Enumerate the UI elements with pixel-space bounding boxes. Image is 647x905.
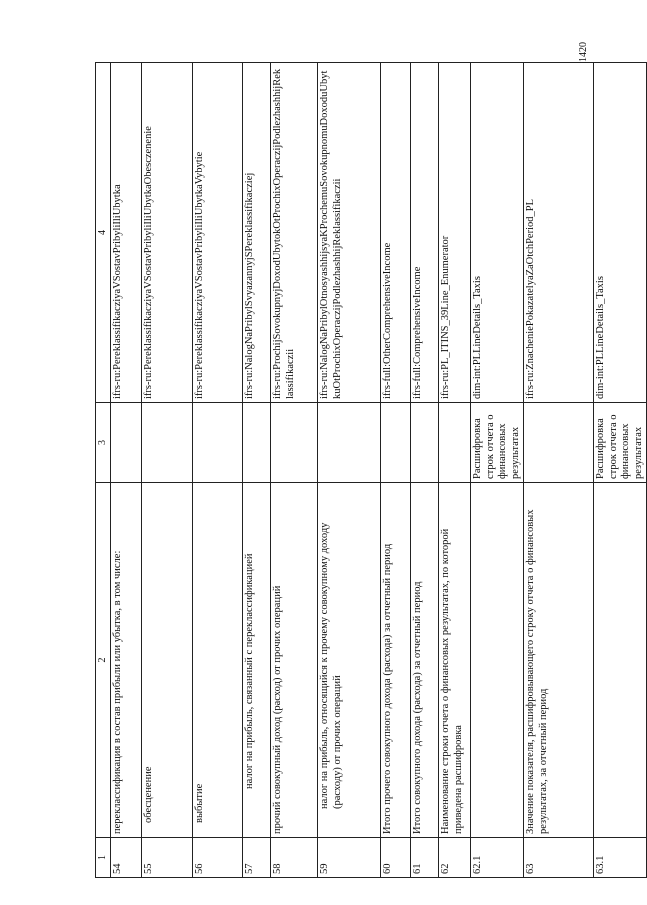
row-description xyxy=(594,483,647,838)
header-col-3: 3 xyxy=(96,403,111,483)
row-description: налог на прибыль, связанный с переклассификацией xyxy=(243,483,271,838)
row-subject: Расшифровка строк отчета о финансовых результатах xyxy=(594,403,647,483)
row-number: 63.1 xyxy=(594,838,647,878)
table-row xyxy=(142,63,193,878)
header-col-1: 1 xyxy=(96,838,111,878)
row-code: ifrs-ru:ProchijSovokupnyjDoxodUbytokOtProchixOperaczijPodlezhashhijReklassifikaczii xyxy=(271,63,318,403)
row-code: ifrs-ru:PL_ITINS_39Line_Enumerator xyxy=(439,63,471,403)
row-description: Итого совокупного дохода (расхода) за отчетный период xyxy=(411,483,439,838)
table-row xyxy=(271,63,318,878)
row-number: 55 xyxy=(142,838,193,878)
taxonomy-table xyxy=(95,62,647,878)
row-code: ifrs-ru:NalogNaPribylSvyazannyjSPereklassifikacziej xyxy=(243,63,271,403)
row-subject xyxy=(524,403,594,483)
row-subject xyxy=(439,403,471,483)
row-subject xyxy=(193,403,243,483)
row-description: налог на прибыль, относящийся к прочему совокупному доходу (расходу) от прочих операций xyxy=(318,483,381,838)
row-number: 59 xyxy=(318,838,381,878)
header-col-4: 4 xyxy=(96,63,111,403)
table-row xyxy=(243,63,271,878)
row-number: 57 xyxy=(243,838,271,878)
row-code: ifrs-ru:NalogNaPribylOtnosyashhijsyaKProchemuSovokupnomuDoxoduUbytkuOtProchixOperaczijPodlezhashhijReklassifikaczii xyxy=(318,63,381,403)
table-row xyxy=(594,63,647,878)
row-description: переклассификация в состав прибыли или убытка, в том числе: xyxy=(111,483,142,838)
row-number: 56 xyxy=(193,838,243,878)
row-subject: Расшифровка строк отчета о финансовых результатах xyxy=(471,403,524,483)
table-row xyxy=(193,63,243,878)
row-description: Значение показателя, расшифровывающего строку отчета о финансовых результатах, за отчетный период xyxy=(524,483,594,838)
row-number: 54 xyxy=(111,838,142,878)
row-number: 60 xyxy=(381,838,411,878)
row-code: ifrs-ru:PereklassifikacziyaVSostavPribyliIliUbytkaVybytie xyxy=(193,63,243,403)
table-row xyxy=(318,63,381,878)
row-description: выбытие xyxy=(193,483,243,838)
table-row xyxy=(411,63,439,878)
row-number: 63 xyxy=(524,838,594,878)
row-number: 62.1 xyxy=(471,838,524,878)
row-code: ifrs-ru:PereklassifikacziyaVSostavPribyliIliUbytkaObesczenenie xyxy=(142,63,193,403)
row-code: ifrs-full:ComprehensiveIncome xyxy=(411,63,439,403)
row-subject xyxy=(243,403,271,483)
row-description: Наименование строки отчета о финансовых результатах, по которой приведена расшифровка xyxy=(439,483,471,838)
row-code: dim-int:PLLineDetails_Taxis xyxy=(594,63,647,403)
row-subject xyxy=(111,403,142,483)
row-description: обесценение xyxy=(142,483,193,838)
row-subject xyxy=(271,403,318,483)
table-header-row xyxy=(96,63,111,878)
row-subject xyxy=(381,403,411,483)
header-col-2: 2 xyxy=(96,483,111,838)
table-row xyxy=(381,63,411,878)
row-code: ifrs-full:OtherComprehensiveIncome xyxy=(381,63,411,403)
table-row xyxy=(471,63,524,878)
row-subject xyxy=(318,403,381,483)
row-code: ifrs-ru:ZnacheniePokazatelyaZaOtchPeriod_PL xyxy=(524,63,594,403)
row-description: прочий совокупный доход (расход) от прочих операций xyxy=(271,483,318,838)
row-code: dim-int:PLLineDetails_Taxis xyxy=(471,63,524,403)
row-description xyxy=(471,483,524,838)
page-number: 1420 xyxy=(578,42,589,62)
rotated-table-wrapper xyxy=(95,63,644,878)
row-subject xyxy=(411,403,439,483)
row-number: 61 xyxy=(411,838,439,878)
table-row xyxy=(439,63,471,878)
table-row xyxy=(111,63,142,878)
row-code: ifrs-ru:PereklassifikacziyaVSostavPribyliIliUbytka xyxy=(111,63,142,403)
row-number: 62 xyxy=(439,838,471,878)
row-subject xyxy=(142,403,193,483)
row-number: 58 xyxy=(271,838,318,878)
row-description: Итого прочего совокупного дохода (расхода) за отчетный период xyxy=(381,483,411,838)
table-row xyxy=(524,63,594,878)
